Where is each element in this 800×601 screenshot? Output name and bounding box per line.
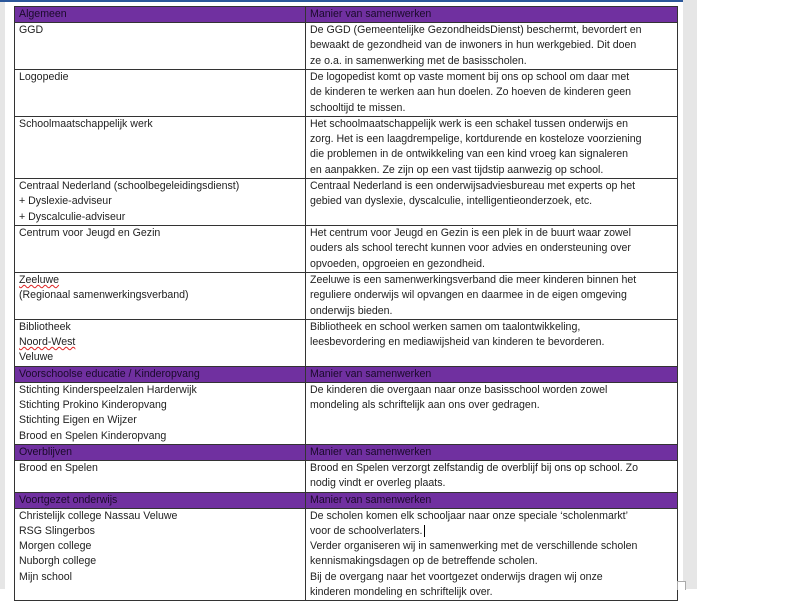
cell-text: opvoeden, opgroeien en gezondheid. [310,257,485,270]
cell-text: Het schoolmaatschappelijk werk is een schakel tussen onderwijs en [310,117,628,130]
cell-text: gebied van dyslexie, dyscalculie, intelligentieonderzoek, etc. [310,195,593,208]
cell-text: Bibliotheek [19,320,71,333]
section-header-row [15,492,678,508]
organisation-cell[interactable] [15,116,306,178]
collaboration-cell[interactable] [306,382,678,444]
cell-text: Brood en Spelen [19,461,98,474]
cell-text: Centraal Nederland (schoolbegeleidingsdienst) [19,180,240,193]
cell-text: voor de schoolverlaters. [310,524,423,537]
cell-text: Zeeluwe is een samenwerkingsverband die meer kinderen binnen het [310,273,637,286]
partners-table [14,6,678,601]
section-header-row [15,7,678,23]
cell-text: Centrum voor Jeugd en Gezin [19,226,161,239]
cell-text: Logopedie [19,71,69,83]
table-row [15,460,678,492]
cell-text: De scholen komen elk schooljaar naar onze speciale ‘scholenmarkt’ [310,509,628,522]
table-row [15,23,678,70]
cell-text: Stichting Eigen en Wijzer [19,414,137,427]
cell-text: leesbevordering en mediawijsheid van kinderen te bevorderen. [310,336,605,349]
header-cell-right[interactable] [306,366,678,382]
header-cell-right[interactable] [306,7,678,23]
header-text: Manier van samenwerken [310,8,432,20]
cell-text: Schoolmaatschappelijk werk [19,117,153,130]
header-cell-left[interactable] [15,492,306,508]
cell-text: De logopedist komt op vaste moment bij ons op school om daar met [310,71,630,83]
spelling-error-text: Noord-West [19,336,76,349]
organisation-cell[interactable] [15,272,306,319]
table-row [15,116,678,178]
cell-text: Christelijk college Nassau Veluwe [19,509,178,522]
cell-text: bewaakt de gezondheid van de inwoners in hun werkgebied. Dit doen [310,39,637,52]
header-text: Manier van samenwerken [310,367,432,380]
organisation-cell[interactable] [15,319,306,366]
cell-text: Bij de overgang naar het voortgezet onderwijs dragen wij onze [310,570,603,583]
cell-text: Brood en Spelen verzorgt zelfstandig de overblijf bij ons op school. Zo [310,461,639,474]
organisation-cell[interactable] [15,460,306,492]
section-header-row [15,444,678,460]
cell-text: kinderen mondeling en schriftelijk over. [310,586,493,599]
cell-text: ze o.a. in samenwerking met de basisscholen. [310,54,527,67]
collaboration-cell[interactable] [306,179,678,226]
cell-text: reguliere onderwijs wil opvangen en daarmee in de eigen omgeving [310,289,627,302]
text-cursor [424,525,425,537]
cell-text: ouders als school terecht kunnen voor advies en ondersteuning over [310,242,631,255]
header-text: Algemeen [19,8,67,20]
cell-text: De kinderen die overgaan naar onze basisschool worden zowel [310,383,608,396]
header-cell-right[interactable] [306,492,678,508]
organisation-cell[interactable] [15,70,306,117]
cell-text: Mijn school [19,570,72,583]
table-row [15,319,678,366]
organisation-cell[interactable] [15,225,306,272]
header-text: Overblijven [19,445,72,458]
collaboration-cell[interactable] [306,319,678,366]
cell-text: mondeling als schriftelijk aan ons over gedragen. [310,399,540,412]
table-row [15,272,678,319]
cell-text: Nuborgh college [19,555,97,568]
cell-text: Centraal Nederland is een onderwijsadviesbureau met experts op het [310,180,636,193]
collaboration-cell[interactable] [306,460,678,492]
header-text: Manier van samenwerken [310,445,432,458]
organisation-cell[interactable] [15,23,306,70]
collaboration-cell[interactable] [306,225,678,272]
organisation-cell[interactable] [15,179,306,226]
cell-line [19,273,302,304]
cell-text: en aanpakken. Ze zijn op een vast tijdstip aanwezig op school. [310,163,604,176]
cell-text: schooltijd te missen. [310,101,406,114]
cell-text: zorg. Het is een laagdrempelige, kortdurende en kosteloze voorziening [310,133,642,146]
cell-line [19,320,302,366]
cell-text: + Dyslexie-adviseur [19,195,112,208]
collaboration-cell[interactable] [306,23,678,70]
header-cell-left[interactable] [15,366,306,382]
header-text: Manier van samenwerken [310,493,432,506]
table-row [15,508,678,601]
table-row [15,179,678,226]
collaboration-cell[interactable] [306,272,678,319]
cell-text: onderwijs bieden. [310,304,393,317]
table-row [15,70,678,117]
spelling-error-text: Zeeluwe [19,273,60,286]
cell-text: Verder organiseren wij in samenwerking met de verschillende scholen [310,540,638,553]
cell-text: Morgen college [19,540,92,553]
organisation-cell[interactable] [15,508,306,601]
cell-text: kennismakingsdagen op de betreffende scholen. [310,555,538,568]
table-row [15,225,678,272]
header-text: Voorschoolse educatie / Kinderopvang [19,367,200,380]
collaboration-cell[interactable] [306,508,678,601]
collaboration-cell[interactable] [306,116,678,178]
cell-text: De GGD (Gemeentelijke GezondheidsDienst) beschermt, bevordert en [310,24,642,36]
header-text: Voortgezet onderwijs [19,493,118,506]
cell-text: RSG Slingerbos [19,524,95,537]
cell-text: Brood en Spelen Kinderopvang [19,429,167,442]
header-cell-right[interactable] [306,444,678,460]
cell-text: Het centrum voor Jeugd en Gezin is een plek in de buurt waar zowel [310,226,631,239]
cell-text: de kinderen te werken aan hun doelen. Zo hoeven de kinderen geen [310,86,631,99]
vertical-scrollbar-area[interactable] [683,0,697,589]
cell-text: Stichting Kinderspeelzalen Harderwijk [19,383,197,396]
header-cell-left[interactable] [15,444,306,460]
cell-text: GGD [19,24,44,36]
cell-text: Stichting Prokino Kinderopvang [19,399,167,412]
cell-line [310,524,674,539]
cell-text: nodig vindt er overleg plaats. [310,477,446,490]
section-header-row [15,366,678,382]
header-cell-left[interactable] [15,7,306,23]
cell-text: die problemen in de ontwikkeling van een kind vroeg kan signaleren [310,148,629,161]
table-row [15,382,678,444]
cell-text: Bibliotheek en school werken samen om taalontwikkeling, [310,320,581,333]
cell-text: (Regionaal samenwerkingsverband) [19,289,189,302]
cell-text: + Dyscalculie-adviseur [19,210,126,223]
organisation-cell[interactable] [15,382,306,444]
cell-text: Veluwe [19,351,54,364]
collaboration-cell[interactable] [306,70,678,117]
